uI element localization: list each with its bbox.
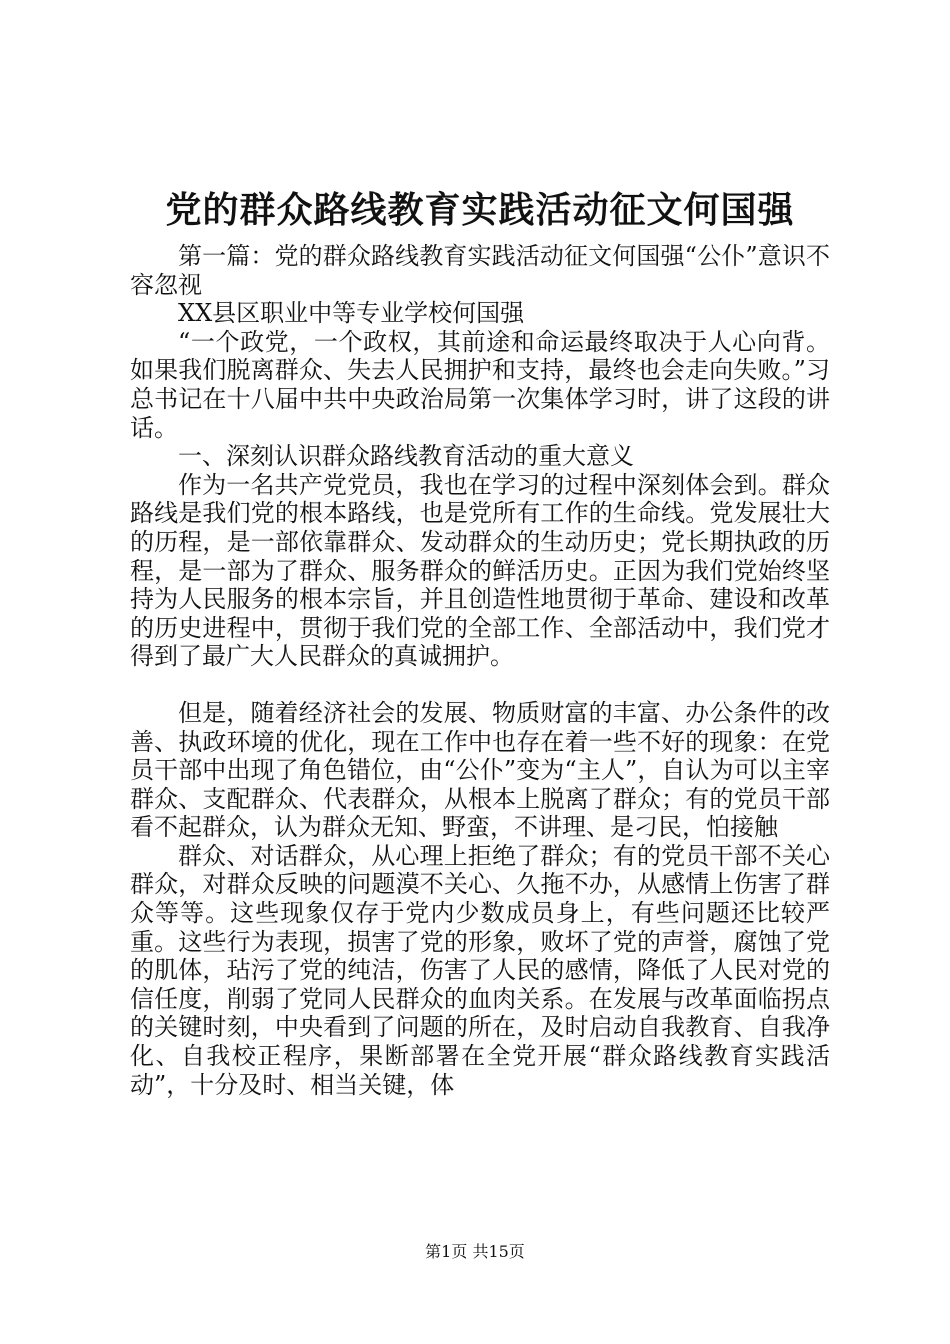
document-page <box>130 188 830 1099</box>
paragraph-5: 作为一名共产党党员，我也在学习的过程中深刻体会到。群众路线是我们党的根本路线，也是党所有工作的生命线。党发展壮大的历程，是一部依靠群众、发动群众的生动历史；党长期执政的历程，是一部为了群众、服务群众的鲜活历史。正因为我们党始终坚持为人民服务的根本宗旨，并且创造性地贯彻于革命、建设和改革的历史进程中，贯彻于我们党的全部工作、全部活动中，我们党才得到了最广大人民群众的真诚拥护。 <box>130 470 830 671</box>
document-body <box>130 242 830 1099</box>
paragraph-2: XX县区职业中等专业学校何国强 <box>178 299 525 328</box>
paragraph-4: 一、深刻认识群众路线教育活动的重大意义 <box>178 442 634 471</box>
document-title: 党的群众路线教育实践活动征文何国强 <box>165 189 795 231</box>
paragraph-7: 群众、对话群众，从心理上拒绝了群众；有的党员干部不关心群众，对群众反映的问题漠不关心、久拖不办，从感情上伤害了群众等等。这些现象仅存于党内少数成员身上，有些问题还比较严重。这些行为表现，损害了党的形象，败坏了党的声誉，腐蚀了党的肌体，玷污了党的纯洁，伤害了人民的感情，降低了人民对党的信任度，削弱了党同人民群众的血肉关系。在发展与改革面临拐点的关键时刻，中央看到了问题的所在，及时启动自我教育、自我净化、自我校正程序，果断部署在全党开展“群众路线教育实践活动”，十分及时、相当关键，体 <box>130 841 830 1099</box>
paragraph-6: 但是，随着经济社会的发展、物质财富的丰富、办公条件的改善、执政环境的优化，现在工作中也存在着一些不好的现象：在党员干部中出现了角色错位，由“公仆”变为“主人”，自认为可以主宰群众、支配群众、代表群众，从根本上脱离了群众；有的党员干部看不起群众，认为群众无知、野蛮，不讲理、是刁民，怕接触 <box>130 698 830 842</box>
paragraph-3: “一个政党，一个政权，其前途和命运最终取决于人心向背。如果我们脱离群众、失去人民拥护和支持，最终也会走向失败。”习总书记在十八届中共中央政治局第一次集体学习时，讲了这段的讲话。 <box>130 327 830 442</box>
page-footer: 第1页 共15页 <box>425 1242 525 1261</box>
paragraph-1: 第一篇：党的群众路线教育实践活动征文何国强“公仆”意识不容忽视 <box>130 242 830 299</box>
